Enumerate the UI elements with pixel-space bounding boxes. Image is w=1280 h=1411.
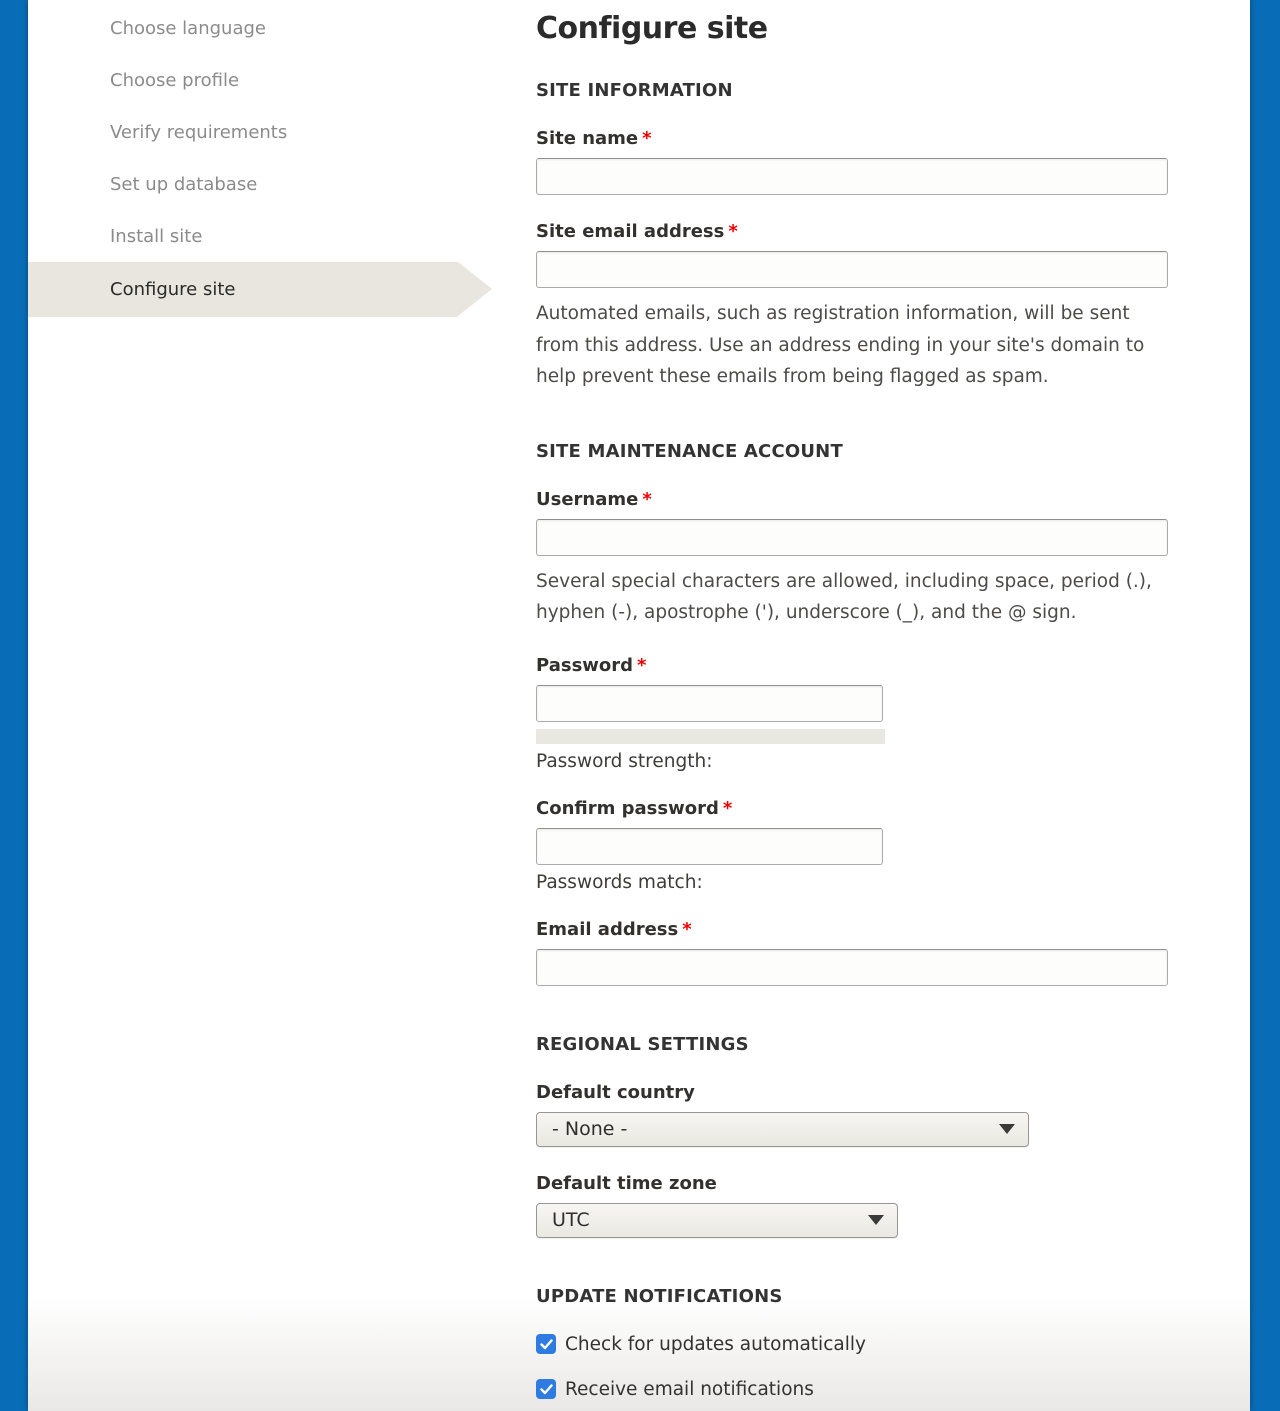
section-site-information: [536, 80, 1168, 393]
site-name-label: Site name *: [536, 128, 652, 149]
site-name-field-group: [536, 128, 1168, 195]
site-email-description: Automated emails, such as registration information, will be sent from this address. Use an address ending in your site's domain to help prevent these emails from being flagged as spam.: [536, 303, 1145, 387]
passwords-match-text: Passwords match:: [536, 871, 703, 893]
default-country-label: Default country: [536, 1081, 695, 1103]
section-regional-settings: [536, 1034, 1168, 1238]
default-country-field-group: [536, 1082, 1168, 1147]
username-description: Several special characters are allowed, including space, period (.), hyphen (-), apostrophe ('), underscore (_), and the @ sign.: [536, 570, 1152, 623]
maintenance-account-heading: SITE MAINTENANCE ACCOUNT: [536, 440, 843, 462]
regional-settings-heading: REGIONAL SETTINGS: [536, 1033, 749, 1055]
check-updates-row[interactable]: [536, 1334, 1168, 1355]
required-asterisk: *: [642, 488, 652, 510]
username-label: Username *: [536, 488, 652, 510]
required-asterisk: *: [682, 918, 692, 940]
required-asterisk: *: [728, 221, 738, 242]
site-email-label: Site email address *: [536, 221, 738, 242]
step-choose-language: [28, 2, 536, 54]
active-step-arrow-icon: [458, 262, 492, 316]
username-field-group: [536, 489, 1168, 629]
section-maintenance-account: [536, 441, 1168, 986]
confirm-password-input[interactable]: [536, 828, 883, 865]
step-label: Configure site: [110, 279, 236, 300]
email-notifications-label: Receive email notifications: [565, 1378, 814, 1400]
password-label: Password *: [536, 654, 647, 676]
checkmark-icon: [540, 1384, 553, 1395]
step-label: Install site: [110, 225, 203, 247]
account-email-field-group: [536, 919, 1168, 986]
confirm-password-field-group: [536, 798, 1168, 893]
account-email-label: Email address *: [536, 918, 692, 940]
site-email-input[interactable]: [536, 251, 1168, 288]
configure-site-form: [536, 0, 1168, 1411]
check-updates-checkbox-checked[interactable]: [536, 1334, 556, 1354]
step-label: Set up database: [110, 173, 258, 195]
chevron-down-icon: [868, 1215, 884, 1225]
step-configure-site-active: [28, 262, 458, 317]
installer-sheet: [28, 0, 1250, 1411]
step-choose-profile: [28, 54, 536, 106]
password-field-group: [536, 655, 1168, 772]
default-country-selected-value: - None -: [552, 1118, 628, 1140]
section-update-notifications: [536, 1286, 1168, 1400]
step-label: Verify requirements: [110, 121, 288, 143]
default-timezone-field-group: [536, 1173, 1168, 1238]
page-title: Configure site: [536, 11, 768, 46]
password-strength-text: Password strength:: [536, 750, 713, 772]
default-timezone-select[interactable]: [536, 1203, 898, 1238]
default-country-select[interactable]: [536, 1112, 1029, 1147]
step-set-up-database: [28, 158, 536, 210]
default-timezone-label: Default time zone: [536, 1172, 717, 1194]
chevron-down-icon: [999, 1124, 1015, 1134]
default-timezone-selected-value: UTC: [552, 1209, 590, 1231]
step-verify-requirements: [28, 106, 536, 158]
site-information-heading: SITE INFORMATION: [536, 80, 733, 101]
required-asterisk: *: [722, 797, 733, 819]
step-install-site: [28, 210, 536, 262]
step-label: Choose profile: [110, 69, 240, 91]
check-updates-label: Check for updates automatically: [565, 1333, 866, 1355]
email-notifications-row[interactable]: [536, 1379, 1168, 1400]
required-asterisk: *: [642, 128, 652, 149]
site-email-field-group: [536, 221, 1168, 393]
update-notifications-heading: UPDATE NOTIFICATIONS: [536, 1285, 783, 1307]
required-asterisk: *: [637, 654, 647, 676]
install-steps-sidebar: [28, 0, 536, 1411]
username-input[interactable]: [536, 519, 1168, 556]
account-email-input[interactable]: [536, 949, 1168, 986]
password-strength-bar: [536, 729, 885, 744]
email-notifications-checkbox-checked[interactable]: [536, 1379, 556, 1399]
site-name-input[interactable]: [536, 158, 1168, 195]
checkmark-icon: [540, 1339, 553, 1350]
password-input[interactable]: [536, 685, 883, 722]
confirm-password-label: Confirm password *: [536, 797, 733, 819]
step-label: Choose language: [110, 17, 266, 39]
